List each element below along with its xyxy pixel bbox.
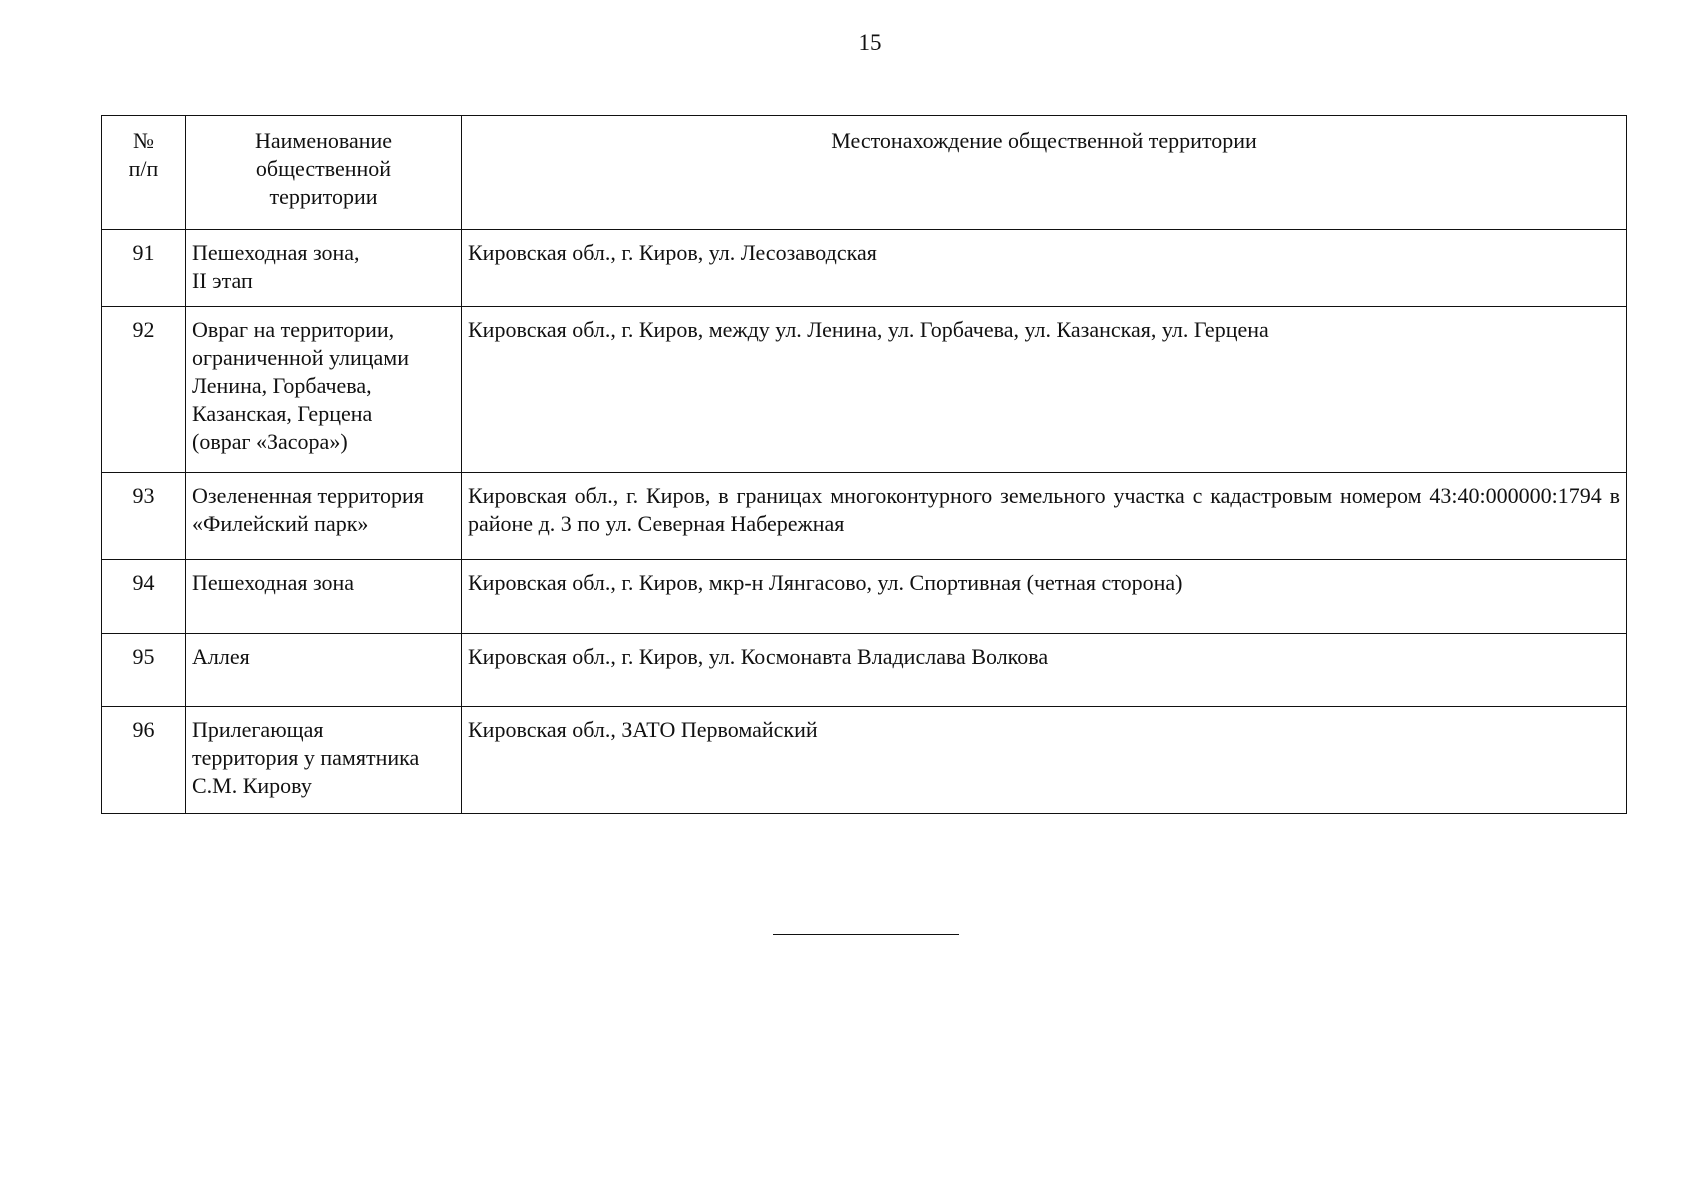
row-number: 95 xyxy=(102,634,186,707)
territory-name-line: С.М. Кирову xyxy=(192,773,312,798)
territory-name-line: территория у памятника xyxy=(192,745,420,770)
territory-name-line: Пешеходная зона, xyxy=(192,240,360,265)
territory-name-line: II этап xyxy=(192,268,253,293)
header-number xyxy=(102,116,186,230)
row-number: 93 xyxy=(102,473,186,560)
header-name xyxy=(186,116,462,230)
row-number: 92 xyxy=(102,307,186,473)
territory-location: Кировская обл., г. Киров, ул. Космонавта Владислава Волкова xyxy=(462,634,1627,707)
header-location: Местонахождение общественной территории xyxy=(462,116,1627,230)
territory-name-line: Казанская, Герцена xyxy=(192,401,373,426)
public-territories-table xyxy=(101,115,1627,814)
territory-name xyxy=(186,307,462,473)
territory-location: Кировская обл., ЗАТО Первомайский xyxy=(462,707,1627,814)
header-number-line: п/п xyxy=(128,156,159,181)
territory-location: Кировская обл., г. Киров, мкр-н Лянгасово, ул. Спортивная (четная сторона) xyxy=(462,560,1627,634)
territory-location: Кировская обл., г. Киров, в границах многоконтурного земельного участка с кадастровым номером 43:40:000000:1794 в районе д. 3 по ул. Северная Набережная xyxy=(462,473,1627,560)
table-row xyxy=(102,230,1627,307)
row-number: 96 xyxy=(102,707,186,814)
territory-location: Кировская обл., г. Киров, ул. Лесозаводская xyxy=(462,230,1627,307)
territory-name xyxy=(186,634,462,707)
territory-name-line: Ленина, Горбачева, xyxy=(192,373,372,398)
row-number: 91 xyxy=(102,230,186,307)
territory-name-line: Аллея xyxy=(192,644,250,669)
table-row xyxy=(102,307,1627,473)
territory-name xyxy=(186,473,462,560)
territory-name xyxy=(186,560,462,634)
header-name-line: Наименование xyxy=(254,128,393,153)
header-name-line: территории xyxy=(269,184,378,209)
territory-location: Кировская обл., г. Киров, между ул. Ленина, ул. Горбачева, ул. Казанская, ул. Герцена xyxy=(462,307,1627,473)
territory-name-line: Овраг на территории, xyxy=(192,317,395,342)
header-number-line: № xyxy=(133,128,154,153)
territory-name-line: ограниченной улицами xyxy=(192,345,410,370)
document-end-divider xyxy=(773,934,959,935)
territory-name-line: Озелененная территория xyxy=(192,483,424,508)
header-name-line: общественной xyxy=(255,156,392,181)
table-row xyxy=(102,634,1627,707)
page-number: 15 xyxy=(858,30,882,55)
table-row xyxy=(102,707,1627,814)
territory-name-line: Пешеходная зона xyxy=(192,570,355,595)
table-row xyxy=(102,560,1627,634)
table-header-row xyxy=(102,116,1627,230)
territory-name-line: Прилегающая xyxy=(192,717,324,742)
territory-name xyxy=(186,230,462,307)
table-row xyxy=(102,473,1627,560)
row-number: 94 xyxy=(102,560,186,634)
territory-name xyxy=(186,707,462,814)
territory-name-line: (овраг «Засора») xyxy=(192,429,348,454)
territory-name-line: «Филейский парк» xyxy=(192,511,369,536)
